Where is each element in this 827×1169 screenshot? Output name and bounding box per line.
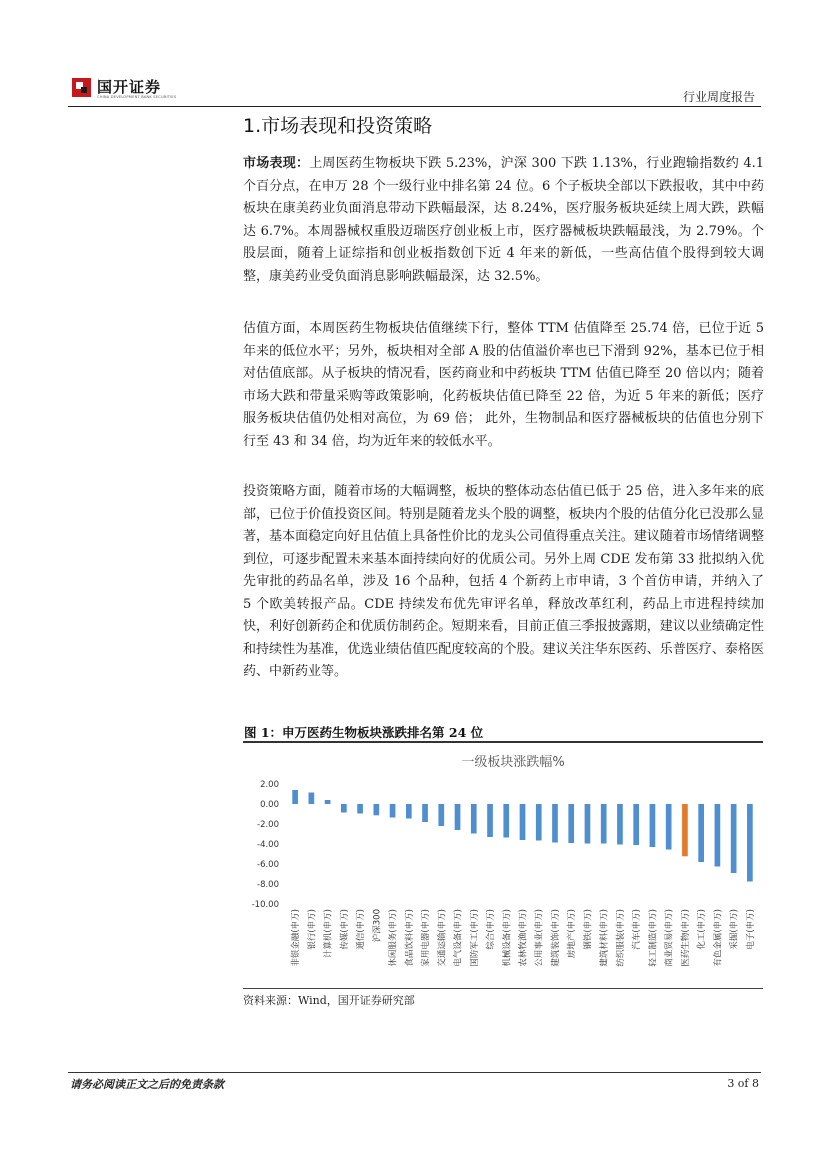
bar xyxy=(585,804,591,844)
disclaimer-notice: 请务必阅读正文之后的免责条款 xyxy=(70,1078,224,1091)
page-number: 3 of 8 xyxy=(727,1077,759,1090)
header-divider xyxy=(68,106,761,107)
y-tick-label: -10.00 xyxy=(251,900,279,910)
x-tick-label: 机械设备(申万) xyxy=(502,909,513,967)
bar xyxy=(487,804,493,837)
paragraph-market-performance xyxy=(243,153,764,288)
bar xyxy=(666,804,672,850)
y-tick-label: 2.00 xyxy=(260,780,279,790)
bar xyxy=(552,804,558,843)
bar xyxy=(422,804,428,822)
sector-performance-chart xyxy=(243,744,763,986)
figure-source: 资料来源：Wind，国开证券研究部 xyxy=(243,994,415,1007)
bar xyxy=(373,804,379,815)
chart-title: 一级板块涨跌幅% xyxy=(461,755,565,770)
y-tick-label: -6.00 xyxy=(257,860,279,870)
x-tick-label: 农林牧渔(申万) xyxy=(518,909,529,967)
x-tick-label: 汽车(申万) xyxy=(632,909,643,950)
footer-divider xyxy=(68,1072,761,1073)
bar xyxy=(520,804,526,840)
bar xyxy=(682,804,688,856)
market-performance-label: 市场表现： xyxy=(243,156,310,171)
bar xyxy=(357,804,363,814)
bar xyxy=(341,804,347,813)
bar xyxy=(390,804,396,818)
x-tick-label: 综合(申万) xyxy=(486,909,497,950)
bar-series xyxy=(292,790,752,882)
x-tick-label: 休闲服务(申万) xyxy=(388,909,399,967)
x-tick-label: 有色金属(申万) xyxy=(713,909,724,967)
bar xyxy=(406,804,412,819)
x-tick-label: 通信(申万) xyxy=(356,909,367,950)
market-performance-text: 上周医药生物板块下跌 5.23%，沪深 300 下跌 1.13%，行业跑输指数约 4.1 个百分点，在申万 28 个一级行业中排名第 24 位。6 个子板块全部以下跌报收，其中中药板块在康美药业负面消息带动下跌幅最深，达 8.24%，医疗服务板块延续上周大跌，跌幅达 6.7%。本周器械权重股迈瑞医疗创业板上市，医疗器械板块跌幅最浅，为 2.79%。个股层面，随着上证综指和创业板指数创下近 4 年来的新低，一些高估值个股得到较大调整，康美药业受负面消息影响跌幅最深，达 32.5%。 xyxy=(243,156,764,284)
bar xyxy=(292,790,298,804)
x-tick-label: 建筑材料(申万) xyxy=(599,909,610,967)
x-tick-label: 非银金融(申万) xyxy=(291,909,302,967)
x-tick-label: 建筑装饰(申万) xyxy=(550,909,561,967)
figure-bottom-rule xyxy=(243,988,763,989)
x-tick-label: 食品饮料(申万) xyxy=(404,909,415,967)
x-tick-label: 交通运输(申万) xyxy=(437,909,448,967)
paragraph-valuation: 估值方面，本周医药生物板块估值继续下行，整体 TTM 估值降至 25.74 倍，已位于近 5 年来的低位水平；另外，板块相对全部 A 股的估值溢价率也已下滑到 92%，基本已位于相对估值底部。从子板块的情况看，医药商业和中药板块 TTM 估值已降至 20 倍以内；随着市场大跌和带量采购等政策影响，化药板块估值已降至 22 倍，为近 5 年来的新低；医疗服务板块估值仍处相对高位，为 69 倍； 此外，生物制品和医疗器械板块的估值也分别下行至 43 和 34 倍，均为近年来的较低水平。 xyxy=(243,321,764,449)
company-logo-icon xyxy=(72,78,91,97)
bar xyxy=(455,804,461,830)
x-tick-label: 医药生物(申万) xyxy=(680,909,691,967)
bar xyxy=(617,804,623,845)
bar xyxy=(698,804,704,862)
x-tick-label: 计算机(申万) xyxy=(323,909,334,959)
bar xyxy=(747,804,753,882)
y-tick-label: -8.00 xyxy=(257,880,279,890)
bar xyxy=(650,804,656,847)
x-tick-label: 银行(申万) xyxy=(307,909,318,950)
x-tick-label: 电子(申万) xyxy=(745,909,756,950)
bar xyxy=(601,804,607,844)
bar xyxy=(309,793,315,805)
x-axis xyxy=(290,909,756,967)
bar xyxy=(471,804,477,834)
bar xyxy=(503,804,509,838)
figure-top-rule xyxy=(243,741,763,743)
section-title: 1.市场表现和投资策略 xyxy=(243,115,433,137)
figure-title: 图 1：申万医药生物板块涨跌排名第 24 位 xyxy=(244,725,484,740)
x-tick-label: 化工(申万) xyxy=(697,909,708,950)
y-tick-label: -2.00 xyxy=(257,820,279,830)
bar xyxy=(633,804,639,845)
x-tick-label: 房地产(申万) xyxy=(567,909,578,959)
x-tick-label: 商业贸易(申万) xyxy=(664,909,675,967)
bar xyxy=(731,804,737,873)
x-tick-label: 家用电器(申万) xyxy=(421,909,432,967)
x-tick-label: 采掘(申万) xyxy=(729,909,740,950)
x-tick-label: 公用事业(申万) xyxy=(534,909,545,967)
bar xyxy=(536,804,542,841)
x-tick-label: 钢铁(申万) xyxy=(583,909,594,950)
company-name: 国开证券 xyxy=(97,78,162,96)
x-tick-label: 电气设备(申万) xyxy=(453,909,464,967)
x-tick-label: 轻工制造(申万) xyxy=(648,909,659,967)
x-tick-label: 沪深300 xyxy=(372,909,383,943)
paragraph-strategy: 投资策略方面，随着市场的大幅调整，板块的整体动态估值已低于 25 倍，进入多年来的底部，已位于价值投资区间。特别是随着龙头个股的调整，板块内个股的估值分化已没那么显著，基本面稳定向好且估值上具备性价比的龙头公司值得重点关注。建议随着市场情绪调整到位，可逐步配置未来基本面持续向好的优质公司。另外上周 CDE 发布第 33 批拟纳入优先审批的药品名单，涉及 16 个品种，包括 4 个新药上市申请，3 个首仿申请，并纳入了 5 个欧美转报产品。CDE 持续发布优先审评名单，释放改革红利，药品上市进程持续加快，利好创新药企和优质仿制药企。短期来看，目前正值三季报披露期，建议以业绩确定性和持续性为基准，优选业绩估值匹配度较高的个股。建议关注华东医药、乐普医疗、泰格医药、中新药业等。 xyxy=(243,484,764,679)
y-tick-label: -4.00 xyxy=(257,840,279,850)
bar xyxy=(438,804,444,826)
x-tick-label: 国防军工(申万) xyxy=(469,909,480,967)
bar xyxy=(715,804,721,867)
report-type: 行业周度报告 xyxy=(682,90,755,104)
company-name-en: CHINA DEVELOPMENT BANK SECURITIES xyxy=(97,95,177,99)
x-tick-label: 传媒(申万) xyxy=(339,909,350,950)
y-tick-label: 0.00 xyxy=(260,800,279,810)
bar xyxy=(568,804,574,843)
bar xyxy=(325,800,331,804)
x-tick-label: 纺织服装(申万) xyxy=(615,909,626,967)
y-axis xyxy=(252,780,279,910)
